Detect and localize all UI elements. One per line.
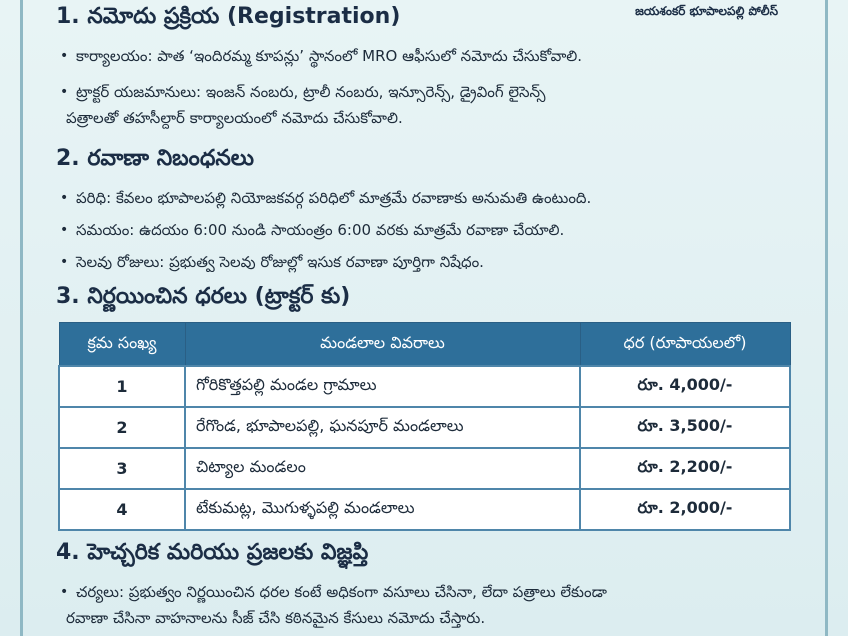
section-2-bullet-3 [60,250,816,274]
column-header-price: ధర (రూపాయలలో) [580,323,790,367]
bullet-dot: • [60,48,69,64]
bullet-text: రవాణా చేసినా వాహనాలను సీజ్ చేసి కఠినమైన కేసులు నమోదు చేస్తారు. [66,609,486,627]
cell-mandals: చిట్యాల మండలం [185,448,580,489]
cell-serial: 1 [59,366,185,407]
table-row [59,448,790,489]
column-header-mandals: మండలాల వివరాలు [185,323,580,367]
cell-mandals: రేగొండ, భూపాలపల్లి, ఘనపూర్ మండలాలు [185,407,580,448]
bullet-text: సెలవు రోజులు: ప్రభుత్వ సెలవు రోజుల్లో ఇసుక రవాణా పూర్తిగా నిషేధం. [76,253,484,271]
section-4-bullet-1-continued [66,606,806,630]
bullet-text: ట్రాక్టర్ యజమానులు: ఇంజన్ నంబరు, ట్రాలీ నంబరు, ఇన్సూరెన్స్, డ్రైవింగ్ లైసెన్స్ [76,83,546,101]
cell-mandals: గోరికొత్తపల్లి మండల గ్రామాలు [185,366,580,407]
bullet-dot: • [60,584,69,600]
cell-price: రూ. 2,200/- [580,448,790,489]
bullet-dot: • [60,222,69,238]
section-4-bullet-1 [60,580,816,604]
cell-serial: 2 [59,407,185,448]
section-1-bullet-2-continued [66,106,806,130]
cell-price: రూ. 4,000/- [580,366,790,407]
bullet-text: పరిధి: కేవలం భూపాలపల్లి నియోజకవర్గ పరిధిలో మాత్రమే రవాణాకు అనుమతి ఉంటుంది. [76,189,592,207]
section-1-bullet-1 [60,44,816,68]
bullet-text: చర్యలు: ప్రభుత్వం నిర్ణయించిన ధరల కంటే అధికంగా వసూలు చేసినా, లేదా పత్రాలు లేకుండా [76,583,607,601]
section-4-title: 4. హెచ్చరిక మరియు ప్రజలకు విజ్ఞప్తి [56,540,369,565]
bullet-dot: • [60,254,69,270]
cell-price: రూ. 2,000/- [580,489,790,530]
table-row [59,489,790,530]
table-header-row [59,323,790,367]
source-label: జయశంకర్ భూపాలపల్లి పోలీస్ [635,4,778,18]
section-2-bullet-2 [60,218,816,242]
table-row [59,407,790,448]
section-2-title: 2. రవాణా నిబంధనలు [56,146,254,171]
bullet-text: సమయం: ఉదయం 6:00 నుండి సాయంత్రం 6:00 వరకు మాత్రమే రవాణా చేయాలి. [76,221,565,239]
cell-mandals: టేకుమట్ల, మొగుళ్ళపల్లి మండలాలు [185,489,580,530]
bullet-text: కార్యాలయం: పాత ‘ఇందిరమ్మ కూపన్లు’ స్థానంలో MRO ఆఫీసులో నమోదు చేసుకోవాలి. [76,47,583,65]
section-1-bullet-2 [60,80,816,104]
rates-table [58,322,791,531]
bullet-dot: • [60,190,69,206]
section-3-title: 3. నిర్ణయించిన ధరలు (ట్రాక్టర్ కు) [56,284,351,309]
bullet-dot: • [60,84,69,100]
cell-serial: 3 [59,448,185,489]
column-header-serial: క్రమ సంఖ్య [59,323,185,367]
section-1-title: 1. నమోదు ప్రక్రియ (Registration) [56,4,401,29]
cell-serial: 4 [59,489,185,530]
cell-price: రూ. 3,500/- [580,407,790,448]
table-row [59,366,790,407]
bullet-text: పత్రాలతో తహసీల్దార్ కార్యాలయంలో నమోదు చేసుకోవాలి. [66,109,403,127]
section-2-bullet-1 [60,186,816,210]
